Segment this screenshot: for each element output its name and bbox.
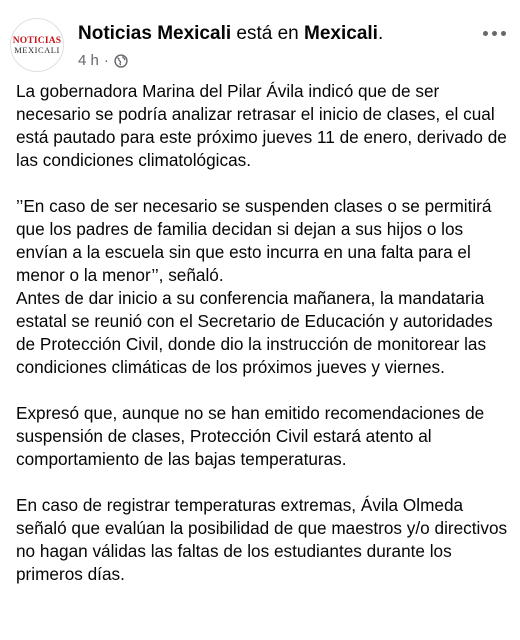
page-name-link[interactable]: Noticias Mexicali	[78, 23, 232, 44]
avatar-logo-top: NOTICIAS	[12, 35, 62, 46]
avatar[interactable]	[10, 18, 64, 72]
post-header-text	[78, 22, 470, 70]
meta-separator: ·	[103, 52, 109, 69]
post-title-line	[78, 22, 470, 46]
post-paragraph-2: ’’En caso de ser necesario se suspenden clases o se permitirá que los padres de familia decidan si dejan a sus hijos o los envían a la escuela sin que esto incurra en una falta para el menor o la menor’’, señaló.	[16, 196, 492, 285]
post-timestamp[interactable]: 4 h	[78, 52, 99, 69]
post-paragraph-4: Expresó que, aunque no se han emitido recomendaciones de suspensión de clases, Protección Civil estará atento al comportamiento de las bajas temperaturas.	[16, 403, 485, 469]
post-paragraph-3: Antes de dar inicio a su conferencia mañanera, la mandataria estatal se reunió con el Secretario de Educación y autoridades de Protección Civil, donde dio la instrucción de monitorear las condiciones climáticas de los próximos jueves y viernes.	[16, 288, 493, 377]
more-options-icon	[483, 31, 506, 36]
post-paragraph-1: La gobernadora Marina del Pilar Ávila indicó que de ser necesario se podría analizar retrasar el inicio de clases, el cual está pautado para este próximo jueves 11 de enero, derivado de las condiciones climatológicas.	[16, 81, 507, 170]
globe-icon[interactable]	[114, 54, 128, 68]
avatar-logo-bottom: MEXICALI	[14, 44, 60, 55]
post-header	[0, 0, 520, 80]
post-meta	[78, 52, 470, 70]
post-body	[16, 80, 512, 586]
title-period: .	[377, 23, 384, 44]
place-name-link[interactable]: Mexicali	[304, 23, 378, 44]
location-connector: está en	[236, 23, 299, 44]
more-options-button[interactable]	[478, 22, 510, 44]
post-paragraph-5: En caso de registrar temperaturas extremas, Ávila Olmeda señaló que evalúan la posibilidad de que maestros y/o directivos no hagan válidas las faltas de los estudiantes durante los primeros días.	[16, 495, 508, 584]
